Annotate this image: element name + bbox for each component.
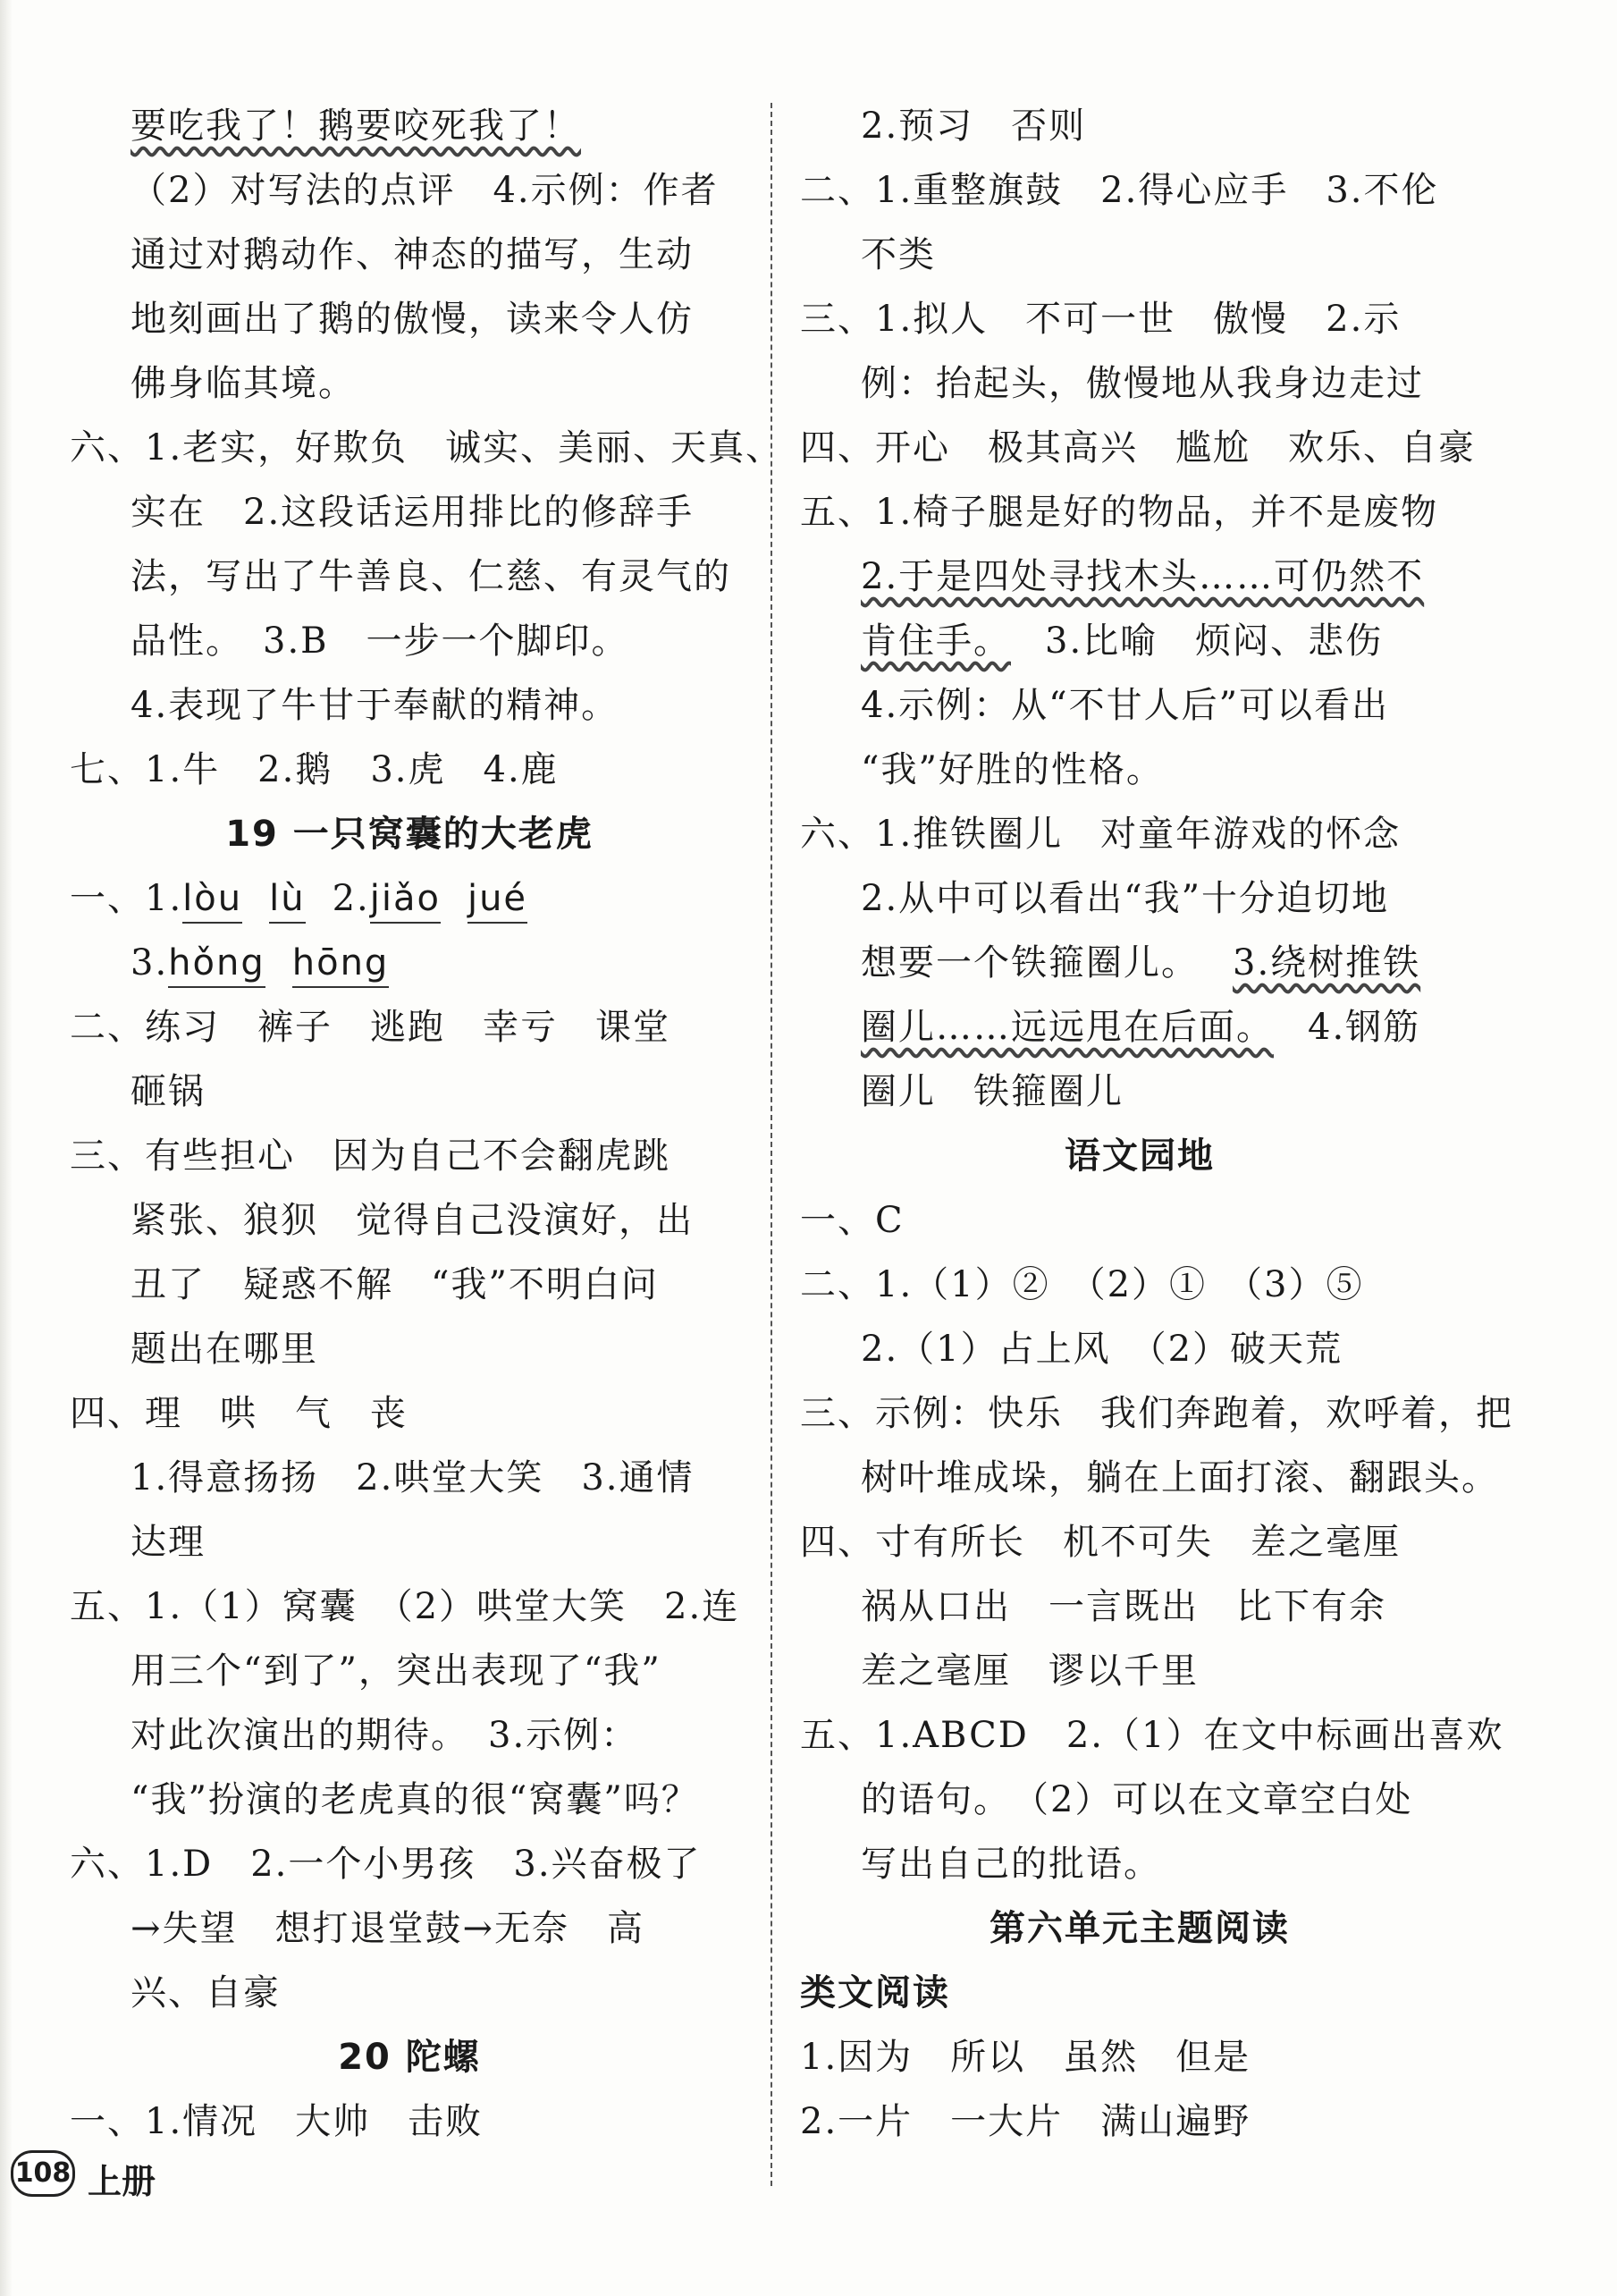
subheading-similar-reading: 类文阅读 bbox=[800, 1972, 950, 2013]
answer-line: 祸从口出 一言既出 比下有余 bbox=[861, 1586, 1386, 1627]
answer-line: “我”好胜的性格。 bbox=[861, 749, 1164, 790]
answer-line: 树叶堆成垛，躺在上面打滚、翻跟头。 bbox=[861, 1457, 1499, 1498]
item-label: 一、1. bbox=[70, 878, 183, 919]
answer-line bbox=[800, 544, 1479, 609]
page-number: 108 bbox=[11, 2150, 75, 2197]
item-label: 2. bbox=[332, 878, 370, 919]
section-heading-20: 20 陀螺 bbox=[338, 2037, 481, 2078]
volume-label: 上册 bbox=[88, 2162, 156, 2201]
answer-line: 一、C bbox=[800, 1200, 905, 1241]
answer-line: 地刻画出了鹅的傲慢，读来令人仿 bbox=[131, 299, 694, 340]
answer-line: 4.表现了牛甘于奉献的精神。 bbox=[131, 685, 619, 726]
answer-line: 通过对鹅动作、神态的描写，生动 bbox=[131, 234, 694, 275]
answer-line: 七、1.牛 2.鹅 3.虎 4.鹿 bbox=[70, 749, 559, 790]
answer-text: 3.比喻 烦闷、悲伤 bbox=[1045, 620, 1384, 662]
answer-line: 1.因为 所以 虽然 但是 bbox=[800, 2037, 1251, 2078]
pinyin-answer: lòu bbox=[182, 875, 242, 924]
answer-line bbox=[800, 931, 1479, 995]
answer-line bbox=[800, 995, 1479, 1059]
answer-line: 三、1.拟人 不可一世 傲慢 2.示 bbox=[800, 299, 1402, 340]
pinyin-line bbox=[70, 931, 749, 995]
underlined-quote: 2.于是四处寻找木头……可仍然不 bbox=[861, 556, 1425, 597]
answer-line: 例：抬起头，傲慢地从我身边走过 bbox=[861, 363, 1424, 404]
right-column bbox=[800, 94, 1513, 2154]
item-label: 3. bbox=[131, 942, 169, 983]
answer-line: 2.（1）占上风 （2）破天荒 bbox=[861, 1329, 1343, 1370]
answer-line: 一、1.情况 大帅 击败 bbox=[70, 2101, 484, 2142]
answer-line: 二、1.（1）② （2）① （3）⑤ bbox=[800, 1264, 1364, 1305]
answer-line: 紧张、狼狈 觉得自己没演好，出 bbox=[131, 1200, 694, 1241]
answer-line: 四、理 哄 气 丧 bbox=[70, 1393, 408, 1434]
answer-line: 三、示例：快乐 我们奔跑着，欢呼着，把 bbox=[800, 1393, 1513, 1434]
left-column bbox=[70, 94, 784, 2154]
answer-line: 用三个“到了”，突出表现了“我” bbox=[131, 1650, 661, 1692]
answer-line: →失望 想打退堂鼓→无奈 高 bbox=[131, 1908, 645, 1949]
answer-line: 品性。 3.B 一步一个脚印。 bbox=[131, 620, 629, 662]
section-heading-19: 19 一只窝囊的大老虎 bbox=[225, 814, 594, 855]
answer-line: 法，写出了牛善良、仁慈、有灵气的 bbox=[131, 556, 731, 597]
answer-line: 六、1.老实，好欺负 诚实、美丽、天真、 bbox=[70, 427, 784, 468]
answer-line: 1.得意扬扬 2.哄堂大笑 3.通情 bbox=[131, 1457, 695, 1498]
underlined-quote: 肯住手。 bbox=[861, 620, 1011, 662]
answer-text: 想要一个铁箍圈儿。 bbox=[861, 942, 1199, 983]
answer-line: 二、练习 裤子 逃跑 幸亏 课堂 bbox=[70, 1007, 670, 1048]
answer-line: 砸锅 bbox=[131, 1071, 206, 1112]
answer-line: 五、1.椅子腿是好的物品，并不是废物 bbox=[800, 492, 1439, 533]
pinyin-answer: lù bbox=[269, 875, 305, 924]
answer-line: 4.示例：从“不甘人后”可以看出 bbox=[861, 685, 1390, 726]
answer-line: 丑了 疑惑不解 “我”不明白问 bbox=[131, 1264, 659, 1305]
answer-line: 差之毫厘 谬以千里 bbox=[861, 1650, 1199, 1692]
answer-line: 不类 bbox=[861, 234, 936, 275]
pinyin-answer: jiǎo bbox=[370, 875, 441, 924]
answer-line: 六、1.推铁圈儿 对童年游戏的怀念 bbox=[800, 814, 1402, 855]
answer-line: 佛身临其境。 bbox=[131, 363, 356, 404]
column-divider bbox=[771, 103, 772, 2186]
answer-line bbox=[800, 609, 1479, 673]
answer-line: 2.一片 一大片 满山遍野 bbox=[800, 2101, 1251, 2142]
section-heading-yuwen-yuandi: 语文园地 bbox=[1065, 1135, 1215, 1177]
answer-line: （2）对写法的点评 4.示例：作者 bbox=[131, 170, 719, 211]
underlined-quote: 圈儿……远远甩在后面。 bbox=[861, 1007, 1274, 1048]
answer-line: 五、1.ABCD 2.（1）在文中标画出喜欢 bbox=[800, 1715, 1504, 1756]
pinyin-answer: hōng bbox=[292, 940, 390, 988]
pinyin-answer: jué bbox=[467, 875, 527, 924]
answer-line: 达理 bbox=[131, 1522, 206, 1563]
answer-line: 二、1.重整旗鼓 2.得心应手 3.不伦 bbox=[800, 170, 1439, 211]
answer-line: 圈儿 铁箍圈儿 bbox=[861, 1071, 1124, 1112]
answer-line: 的语句。 （2）可以在文章空白处 bbox=[861, 1779, 1413, 1820]
pinyin-answer: hǒng bbox=[168, 940, 265, 988]
underlined-quote: 3.绕树推铁 bbox=[1233, 942, 1421, 983]
answer-line: 2.预习 否则 bbox=[861, 106, 1087, 147]
answer-line: 四、开心 极其高兴 尴尬 欢乐、自豪 bbox=[800, 427, 1476, 468]
answer-line: 实在 2.这段话运用排比的修辞手 bbox=[131, 492, 695, 533]
section-heading-unit6: 第六单元主题阅读 bbox=[990, 1908, 1290, 1949]
answer-line: 写出自己的批语。 bbox=[861, 1844, 1161, 1885]
answer-line: 题出在哪里 bbox=[131, 1329, 318, 1370]
answer-line: 六、1.D 2.一个小男孩 3.兴奋极了 bbox=[70, 1844, 702, 1885]
page-edge-shadow bbox=[0, 0, 13, 2296]
answer-line: 2.从中可以看出“我”十分迫切地 bbox=[861, 878, 1390, 919]
pinyin-line bbox=[70, 866, 749, 931]
answer-line: 兴、自豪 bbox=[131, 1972, 281, 2013]
answer-line: 五、1.（1）窝囊 （2）哄堂大笑 2.连 bbox=[70, 1586, 740, 1627]
answer-line: 对此次演出的期待。 3.示例： bbox=[131, 1715, 639, 1756]
answer-line: “我”扮演的老虎真的很“窝囊”吗？ bbox=[131, 1779, 699, 1820]
answer-line: 三、有些担心 因为自己不会翻虎跳 bbox=[70, 1135, 670, 1177]
underlined-quote: 要吃我了！鹅要咬死我了！ bbox=[131, 106, 581, 147]
answer-text: 4.钢筋 bbox=[1308, 1007, 1421, 1048]
answer-line bbox=[70, 94, 749, 158]
answer-line: 四、寸有所长 机不可失 差之毫厘 bbox=[800, 1522, 1401, 1563]
